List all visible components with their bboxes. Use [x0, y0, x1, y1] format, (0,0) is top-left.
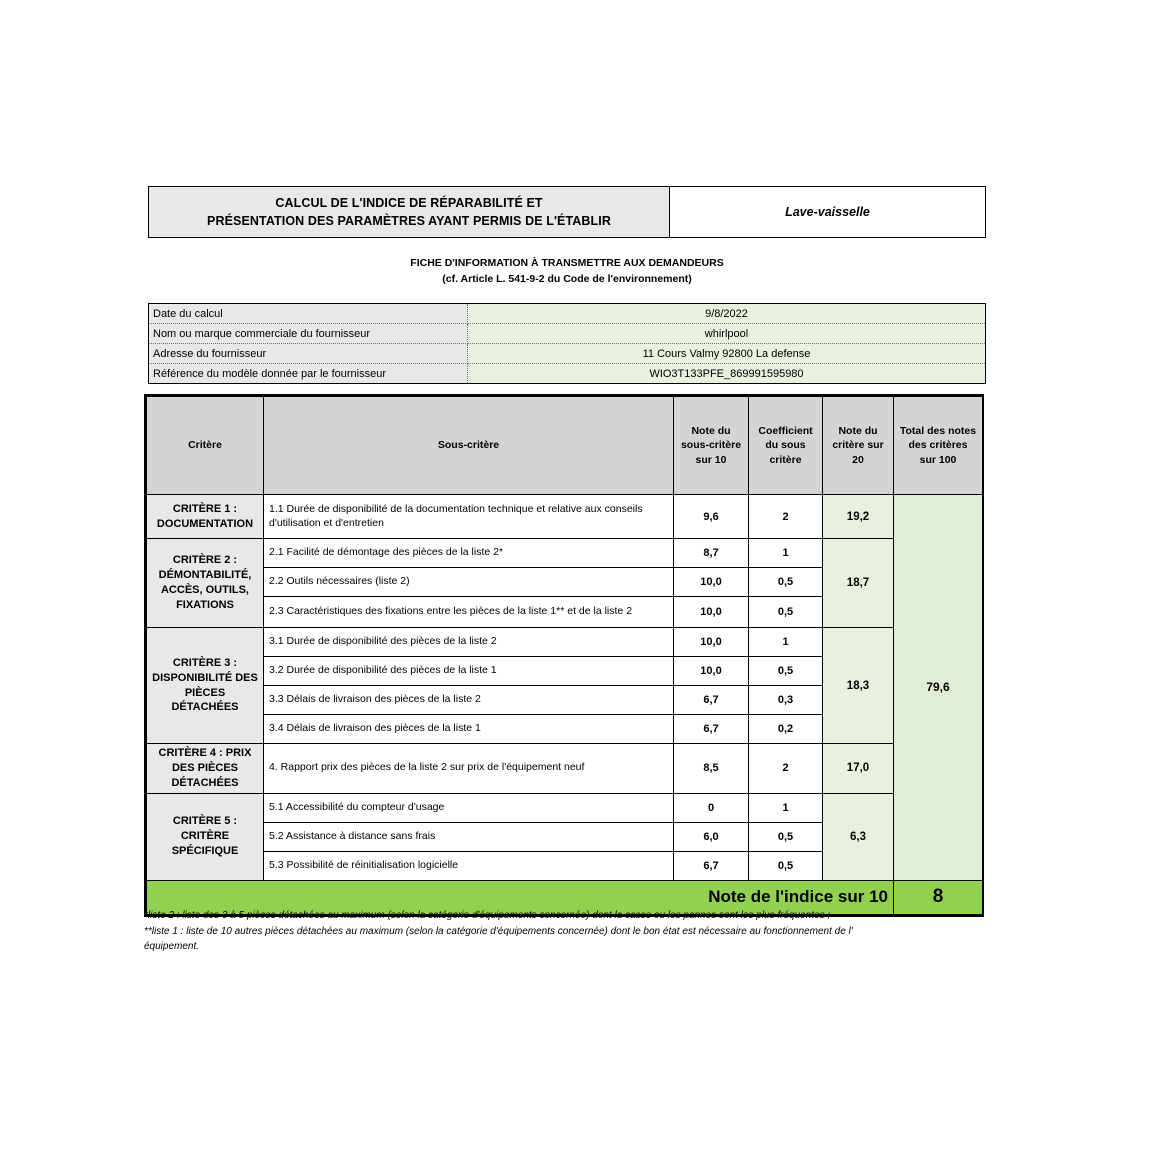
subcriterion-note: 6,7 [674, 686, 749, 715]
table-row [149, 364, 986, 384]
subcriterion-label: 2.1 Facilité de démontage des pièces de la liste 2* [264, 539, 674, 568]
subcriterion-note: 10,0 [674, 568, 749, 597]
document-header [148, 186, 986, 238]
subcriterion-note: 6,7 [674, 715, 749, 744]
final-score-label: Note de l'indice sur 10 [147, 880, 894, 914]
subcriterion-note: 10,0 [674, 657, 749, 686]
product-category: Lave-vaisselle [670, 187, 985, 237]
subcriterion-coefficient: 0,5 [749, 568, 823, 597]
criterion-5-name: CRITÈRE 5 : CRITÈRE SPÉCIFIQUE [147, 793, 264, 880]
subcriterion-label: 2.2 Outils nécessaires (liste 2) [264, 568, 674, 597]
subcriterion-coefficient: 0,3 [749, 686, 823, 715]
subcriterion-note: 0 [674, 793, 749, 822]
table-row [147, 628, 983, 657]
subcriterion-coefficient: 0,2 [749, 715, 823, 744]
subcriterion-note: 9,6 [674, 495, 749, 539]
header-title-line2: PRÉSENTATION DES PARAMÈTRES AYANT PERMIS DE L'ÉTABLIR [207, 214, 611, 228]
subcriterion-coefficient: 0,5 [749, 822, 823, 851]
supplier-info-table [148, 303, 986, 384]
table-header-row [147, 397, 983, 495]
header-title [149, 187, 670, 237]
table-row [149, 344, 986, 364]
criterion-2-note20: 18,7 [823, 539, 894, 628]
subcriterion-note: 6,7 [674, 851, 749, 880]
col-header-note-sub: Note du sous-critère sur 10 [674, 397, 749, 495]
info-label-model: Référence du modèle donnée par le fournisseur [149, 364, 468, 384]
total-score-100: 79,6 [894, 495, 983, 881]
subtitle-line2: (cf. Article L. 541-9-2 du Code de l'environnement) [442, 272, 692, 285]
subcriterion-label: 3.4 Délais de livraison des pièces de la liste 1 [264, 715, 674, 744]
criterion-3-note20: 18,3 [823, 628, 894, 744]
col-header-note-criterion: Note du critère sur 20 [823, 397, 894, 495]
criterion-1-note20: 19,2 [823, 495, 894, 539]
subcriterion-coefficient: 2 [749, 495, 823, 539]
col-header-total: Total des notes des critères sur 100 [894, 397, 983, 495]
subcriterion-coefficient: 1 [749, 628, 823, 657]
subcriterion-label: 3.2 Durée de disponibilité des pièces de la liste 1 [264, 657, 674, 686]
subcriterion-note: 8,5 [674, 744, 749, 794]
subcriterion-note: 10,0 [674, 597, 749, 628]
subcriterion-label: 5.3 Possibilité de réinitialisation logicielle [264, 851, 674, 880]
subcriterion-label: 5.2 Assistance à distance sans frais [264, 822, 674, 851]
table-row [147, 744, 983, 794]
info-label-date: Date du calcul [149, 304, 468, 324]
scoring-table-container [144, 394, 984, 917]
document-subtitle [148, 256, 986, 288]
subcriterion-note: 10,0 [674, 628, 749, 657]
footnote-liste1-cont: équipement. [144, 941, 200, 952]
info-value-address: 11 Cours Valmy 92800 La defense [468, 344, 986, 364]
criterion-3-name: CRITÈRE 3 : DISPONIBILITÉ DES PIÈCES DÉTACHÉES [147, 628, 264, 744]
info-value-model: WIO3T133PFE_869991595980 [468, 364, 986, 384]
subcriterion-label: 4. Rapport prix des pièces de la liste 2 sur prix de l'équipement neuf [264, 744, 674, 794]
footnote-liste1: **liste 1 : liste de 10 autres pièces détachées au maximum (selon la catégorie d'équipements concernée) dont le bon état est nécessaire au fonctionnement de l' [144, 925, 853, 937]
scoring-table [146, 396, 983, 915]
subcriterion-note: 8,7 [674, 539, 749, 568]
subcriterion-coefficient: 0,5 [749, 851, 823, 880]
criterion-5-note20: 6,3 [823, 793, 894, 880]
subcriterion-coefficient: 0,5 [749, 597, 823, 628]
subcriterion-coefficient: 2 [749, 744, 823, 794]
info-value-date: 9/8/2022 [468, 304, 986, 324]
table-row [147, 495, 983, 539]
subcriterion-label: 5.1 Accessibilité du compteur d'usage [264, 793, 674, 822]
info-label-address: Adresse du fournisseur [149, 344, 468, 364]
criterion-4-name: CRITÈRE 4 : PRIX DES PIÈCES DÉTACHÉES [147, 744, 264, 794]
final-score-value: 8 [894, 880, 983, 914]
table-row [147, 793, 983, 822]
criterion-1-name: CRITÈRE 1 : DOCUMENTATION [147, 495, 264, 539]
footnote-liste2: *liste 2 : liste des 3 à 5 pièces détachées au maximum (selon la catégorie d'équipements concernée) dont la casse ou les pannes sont les plus fréquentes ; [144, 910, 831, 921]
criterion-4-note20: 17,0 [823, 744, 894, 794]
subcriterion-coefficient: 0,5 [749, 657, 823, 686]
subcriterion-coefficient: 1 [749, 793, 823, 822]
info-value-brand: whirlpool [468, 324, 986, 344]
col-header-subcriterion: Sous-critère [264, 397, 674, 495]
footnotes [144, 908, 994, 955]
subcriterion-label: 1.1 Durée de disponibilité de la documentation technique et relative aux conseils d'utilisation et d'entretien [264, 495, 674, 539]
subcriterion-note: 6,0 [674, 822, 749, 851]
subcriterion-label: 3.3 Délais de livraison des pièces de la liste 2 [264, 686, 674, 715]
subcriterion-label: 3.1 Durée de disponibilité des pièces de la liste 2 [264, 628, 674, 657]
col-header-coefficient: Coefficient du sous critère [749, 397, 823, 495]
header-title-line1: CALCUL DE L'INDICE DE RÉPARABILITÉ ET [275, 195, 543, 210]
table-row [149, 324, 986, 344]
col-header-criterion: Critère [147, 397, 264, 495]
subtitle-line1: FICHE D'INFORMATION À TRANSMETTRE AUX DEMANDEURS [410, 257, 724, 269]
table-row [147, 539, 983, 568]
table-row [149, 304, 986, 324]
subcriterion-coefficient: 1 [749, 539, 823, 568]
info-label-brand: Nom ou marque commerciale du fournisseur [149, 324, 468, 344]
criterion-2-name: CRITÈRE 2 : DÉMONTABILITÉ, ACCÈS, OUTILS, FIXATIONS [147, 539, 264, 628]
subcriterion-label: 2.3 Caractéristiques des fixations entre les pièces de la liste 1** et de la liste 2 [264, 597, 674, 628]
